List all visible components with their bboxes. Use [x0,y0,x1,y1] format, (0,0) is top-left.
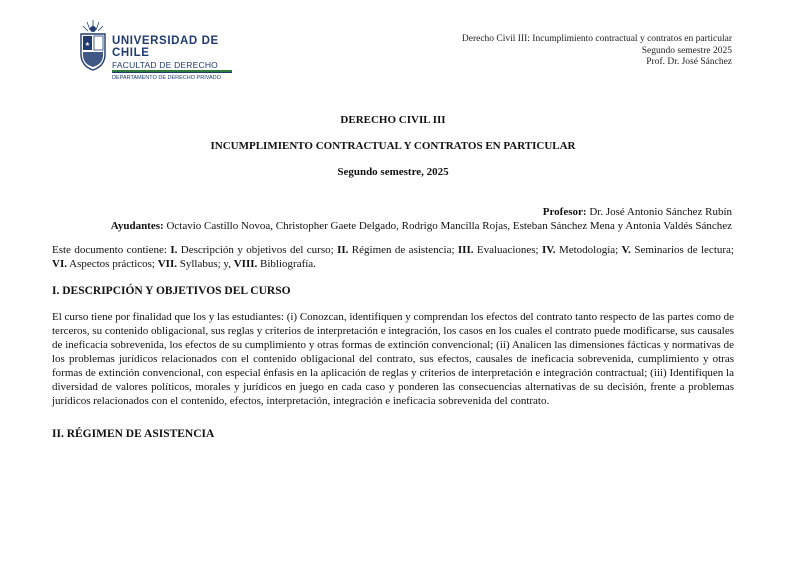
section-1-heading: I. DESCRIPCIÓN Y OBJETIVOS DEL CURSO [52,285,291,297]
assistants-line [111,219,732,233]
university-logo [78,18,238,81]
section-2-heading: II. RÉGIMEN DE ASISTENCIA [52,428,215,440]
professor-line [111,205,732,219]
contents-num-8: VIII. [233,258,258,270]
contents-num-4: IV. [542,244,556,256]
contents-item-3: Evaluaciones; [473,244,542,256]
contents-num-6: VI. [52,258,67,270]
contents-item-8: Bibliografía. [257,258,316,270]
contents-num-2: II. [337,244,349,256]
contents-item-6: Aspectos prácticos; [66,258,158,270]
assistants-names: Octavio Castillo Novoa, Christopher Gaete Delgado, Rodrigo Mancilla Rojas, Esteban Sánchez Mena y Antonia Valdés Sánchez [163,220,732,232]
section-1-body: El curso tiene por finalidad que los y las estudiantes: (i) Conozcan, identifiquen y comprendan los efectos del contrato tanto respecto de las partes como de terceros, su contenido obligacional, sus reglas y criterios de interpretación e integración, los casos en los cuales el contrato puede modificarse, sus causales de ineficacia sobrevenida, los efectos de su cumplimiento y otras formas de extinción convencional; (ii) Analicen las dimensiones fácticas y normativas de los problemas jurídicos relacionados con el contenido obligacional del contrato, sus efectos, causales de ineficacia sobrevenida, cumplimiento y otras formas de extinción convencional, con especial énfasis en la aplicación de reglas y criterios de interpretación e integración contractual; (iii) Identifiquen la diversidad de valores políticos, morales y jurídicos en juego en cada caso y ponderen las consecuencias alternativas de su decisión, frente a problemas jurídicos relacionados con el contenido, efectos, interpretación, integración e ineficacia sobrevenida del contrato. [52,311,734,407]
header-semester-line: Segundo semestre 2025 [641,45,732,56]
assistants-label: Ayudantes: [110,220,164,232]
contents-num-1: I. [170,244,178,256]
contents-item-7: Syllabus; y, [176,258,234,270]
course-title: DERECHO CIVIL III [340,114,446,126]
contents-intro: Este documento contiene: [52,244,171,256]
contents-item-5: Seminarios de lectura; [630,244,734,256]
running-header [462,34,732,69]
contents-item-4: Metodología; [555,244,622,256]
contents-num-7: VII. [157,258,177,270]
professor-label: Profesor: [542,206,587,218]
logo-department-name: DEPARTAMENTO DE DERECHO PRIVADO [112,72,232,82]
logo-faculty-name: FACULTAD DE DERECHO [112,60,218,70]
contents-item-2: Régimen de asistencia; [348,244,458,256]
university-crest-icon [78,18,108,72]
contents-item-1: Descripción y objetivos del curso; [177,244,338,256]
svg-text:★: ★ [84,41,91,48]
header-professor-line: Prof. Dr. José Sánchez [646,57,732,67]
logo-university-name: UNIVERSIDAD DE CHILE [112,35,219,59]
teaching-staff [111,205,732,233]
contents-num-3: III. [457,244,474,256]
contents-num-5: V. [621,244,631,256]
header-course-line: Derecho Civil III: Incumplimiento contractual y contratos en particular [461,34,732,44]
course-semester: Segundo semestre, 2025 [337,166,449,178]
course-subtitle: INCUMPLIMIENTO CONTRACTUAL Y CONTRATOS EN PARTICULAR [210,140,576,152]
document-title-block [52,114,734,179]
contents-paragraph [52,243,734,271]
logo-green-bar [112,70,232,72]
professor-name: Dr. José Antonio Sánchez Rubín [586,206,732,218]
